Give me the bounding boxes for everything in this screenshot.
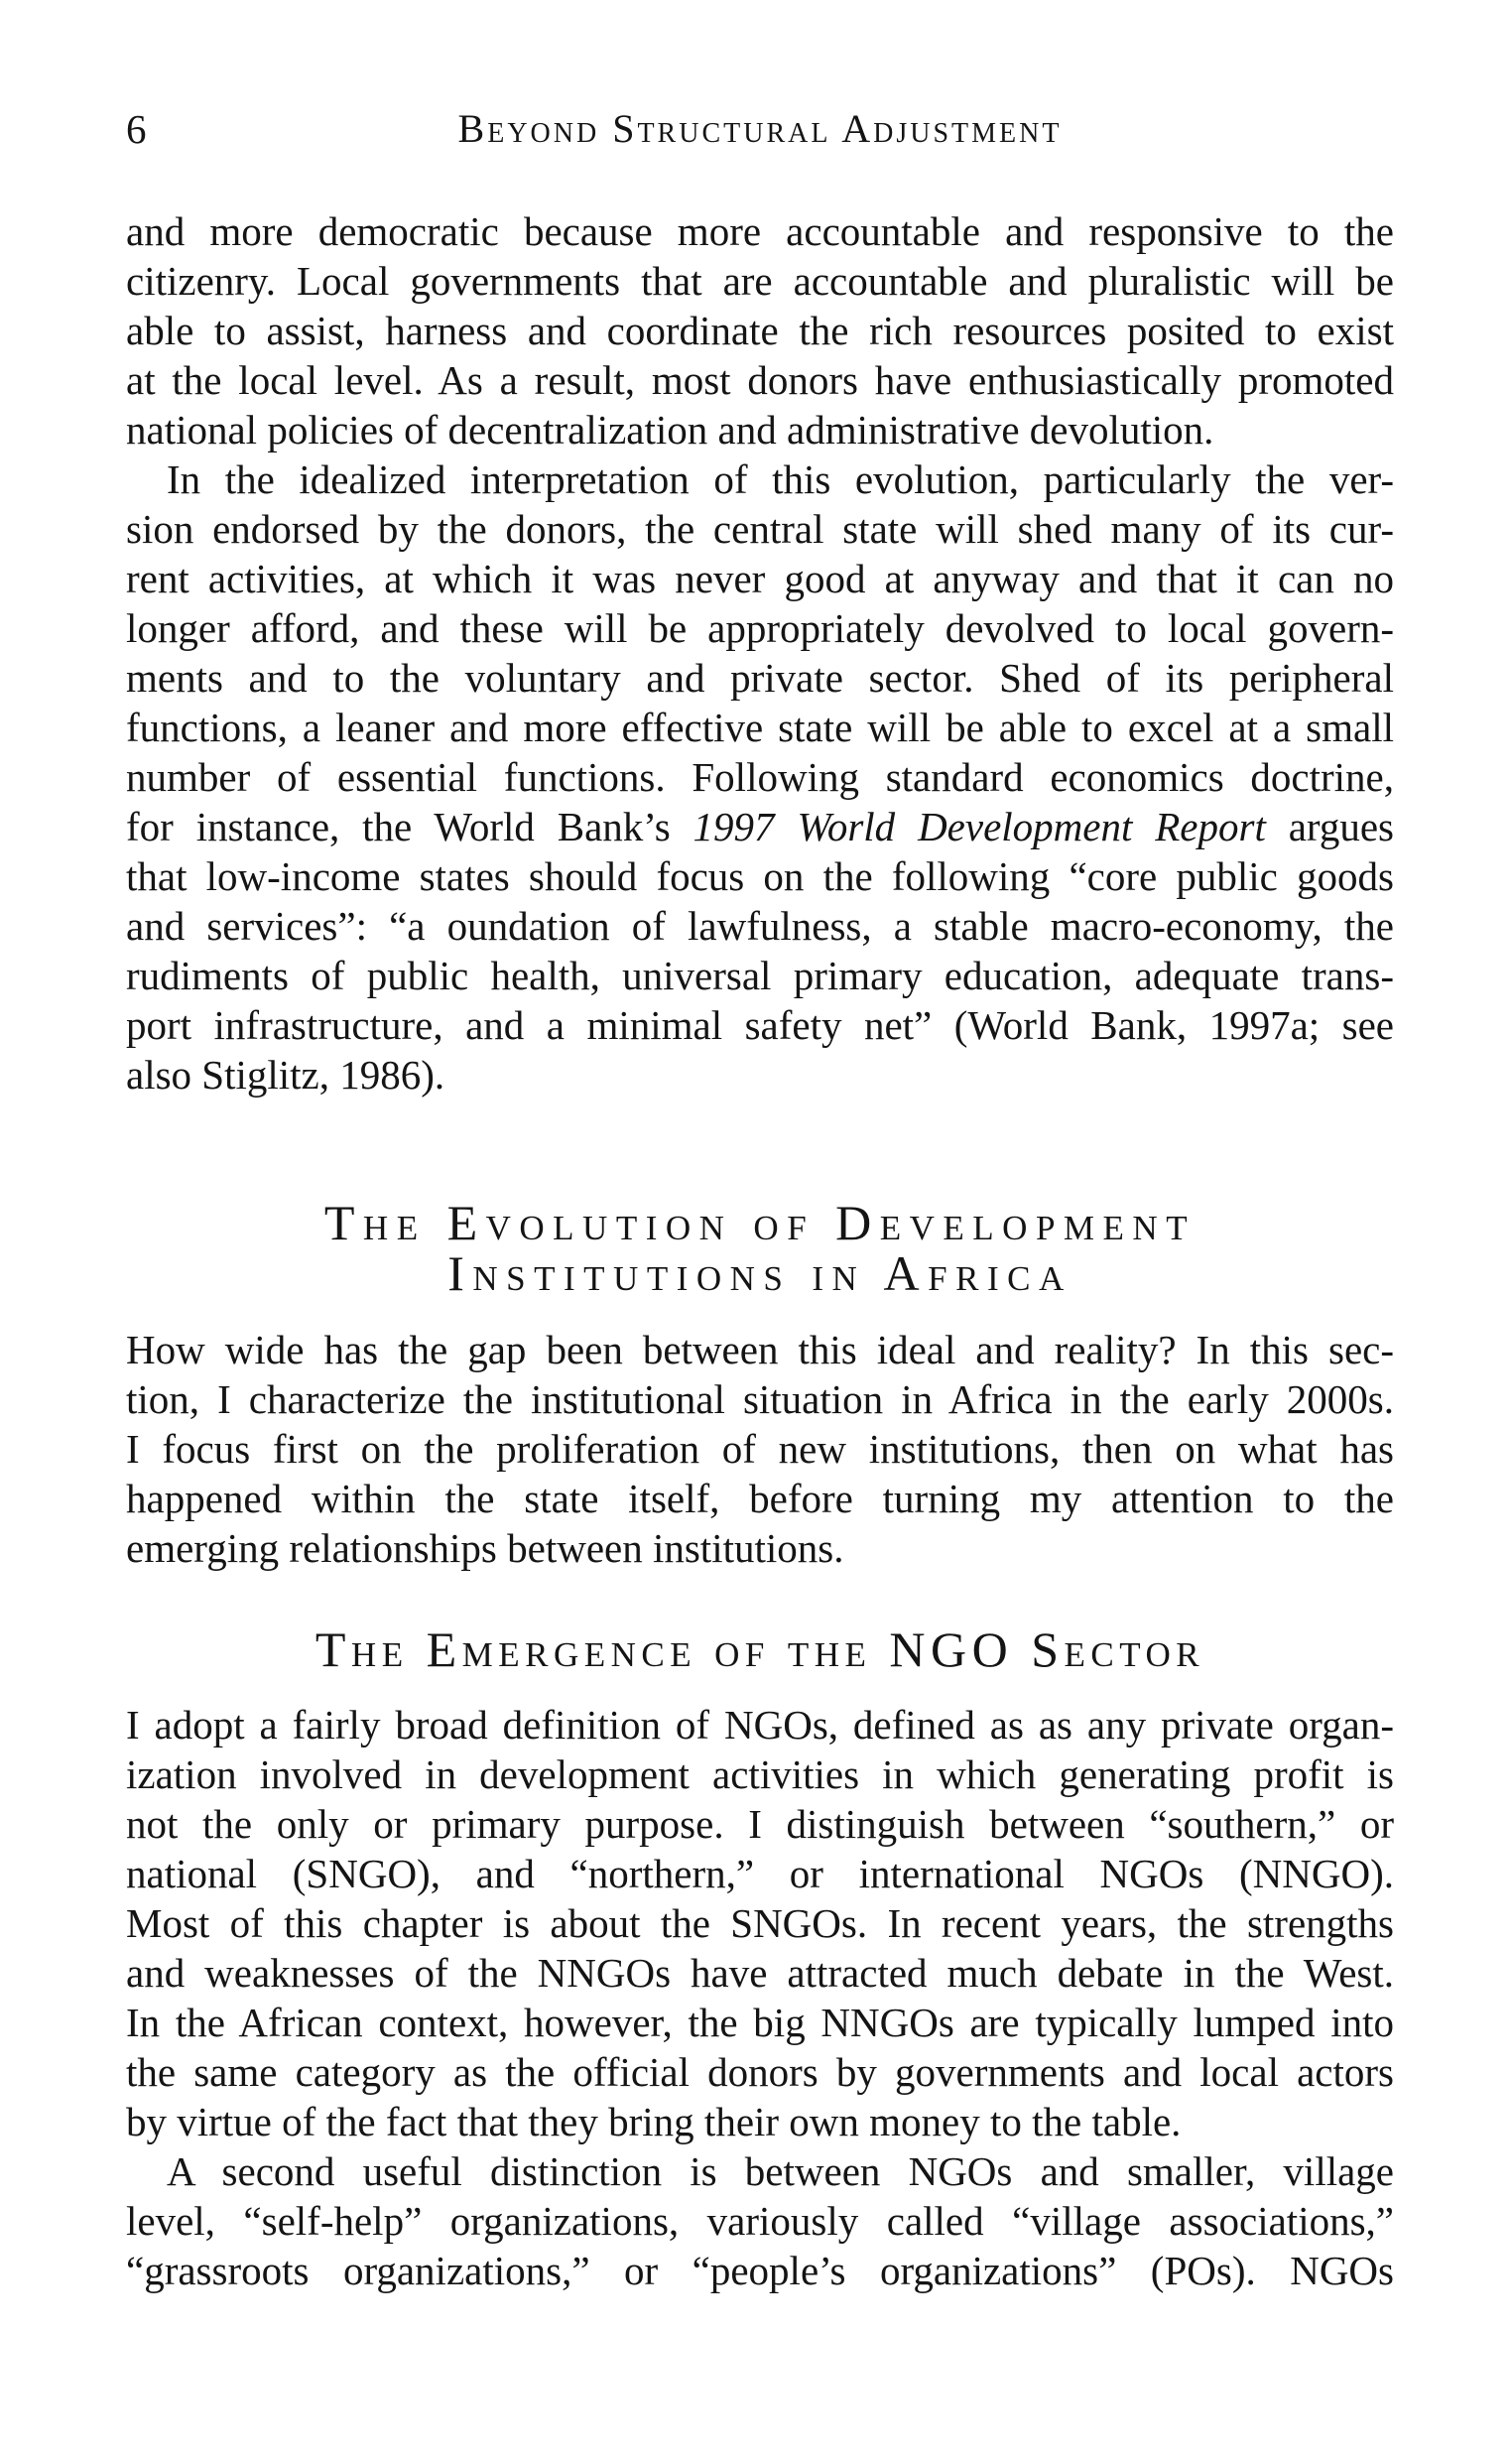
heading-line: Institutions in Africa <box>447 1245 1072 1301</box>
text-line: ments and to the voluntary and private sector. Shed of its peripheral <box>126 655 1394 701</box>
text-line: able to assist, harness and coordinate the rich resources posited to exist <box>126 308 1394 353</box>
text-line: and more democratic because more accountable and responsive to the <box>126 208 1394 254</box>
text-line: that low-income states should focus on the following “core public goods <box>126 853 1394 899</box>
text-line <box>126 802 1394 851</box>
text-segment: argues <box>1265 804 1394 849</box>
text-line: happened within the state itself, before turning my attention to the <box>126 1476 1394 1521</box>
text-line: In the African context, however, the big NNGOs are typically lumped into <box>126 2000 1394 2045</box>
paragraph <box>126 2146 1394 2295</box>
page-number: 6 <box>126 106 147 152</box>
text-line: citizenry. Local governments that are accountable and pluralistic will be <box>126 258 1394 304</box>
text-line: and services”: “a oundation of lawfulness, a stable macro-economy, the <box>126 903 1394 949</box>
report-title: 1997 World Development Report <box>693 804 1266 849</box>
text-line: How wide has the gap been between this ideal and reality? In this sec- <box>126 1327 1394 1372</box>
section-heading <box>126 1195 1394 1301</box>
text-segment: for instance, the World Bank’s <box>126 804 693 849</box>
heading-line: The Evolution of Development <box>323 1195 1197 1250</box>
text-line: at the local level. As a result, most donors have enthusiastically promoted <box>126 357 1394 403</box>
text-line: longer afford, and these will be appropriately devolved to local govern- <box>126 605 1394 651</box>
paragraph <box>126 1700 1394 2146</box>
text-line: by virtue of the fact that they bring their own money to the table. <box>126 2099 1182 2144</box>
text-line: national (SNGO), and “northern,” or international NGOs (NNGO). <box>126 1851 1394 1896</box>
text-line: port infrastructure, and a minimal safety net” (World Bank, 1997a; see <box>126 1002 1394 1048</box>
text-line: I focus first on the proliferation of new institutions, then on what has <box>126 1426 1394 1472</box>
text-line: rudiments of public health, universal primary education, adequate trans- <box>126 953 1394 998</box>
text-line: and weaknesses of the NNGOs have attracted much debate in the West. <box>126 1950 1394 1996</box>
text-line: Most of this chapter is about the SNGOs. In recent years, the strengths <box>126 1900 1394 1946</box>
text-line: In the idealized interpretation of this evolution, particularly the ver- <box>167 456 1394 502</box>
text-line: rent activities, at which it was never good at anyway and that it can no <box>126 556 1394 601</box>
paragraph <box>126 454 1394 1100</box>
text-line: sion endorsed by the donors, the central state will shed many of its cur- <box>126 506 1394 552</box>
text-line: ization involved in development activities in which generating profit is <box>126 1751 1394 1797</box>
paragraph <box>126 206 1394 454</box>
running-head <box>126 104 1394 154</box>
paragraph <box>126 1325 1394 1573</box>
text-line: tion, I characterize the institutional situation in Africa in the early 2000s. <box>126 1376 1394 1422</box>
text-line: not the only or primary purpose. I distinguish between “southern,” or <box>126 1801 1394 1847</box>
subsection-heading: The Emergence of the NGO Sector <box>315 1621 1205 1677</box>
text-line: number of essential functions. Following standard economics doctrine, <box>126 754 1394 800</box>
page-text <box>126 206 1394 2295</box>
text-line: the same category as the official donors by governments and local actors <box>126 2049 1394 2095</box>
text-line: “grassroots organizations,” or “people’s organizations” (POs). NGOs <box>126 2248 1394 2293</box>
running-title: Beyond Structural Adjustment <box>457 106 1063 151</box>
text-line: level, “self-help” organizations, variously called “village associations,” <box>126 2198 1394 2244</box>
text-line: emerging relationships between institutions. <box>126 1525 844 1571</box>
text-line: A second useful distinction is between NGOs and smaller, village <box>167 2148 1394 2194</box>
text-line: I adopt a fairly broad definition of NGOs, defined as as any private organ- <box>126 1702 1394 1748</box>
text-line: functions, a leaner and more effective state will be able to excel at a small <box>126 705 1394 750</box>
text-line: national policies of decentralization and administrative devolution. <box>126 407 1214 453</box>
text-line: also Stiglitz, 1986). <box>126 1052 445 1098</box>
